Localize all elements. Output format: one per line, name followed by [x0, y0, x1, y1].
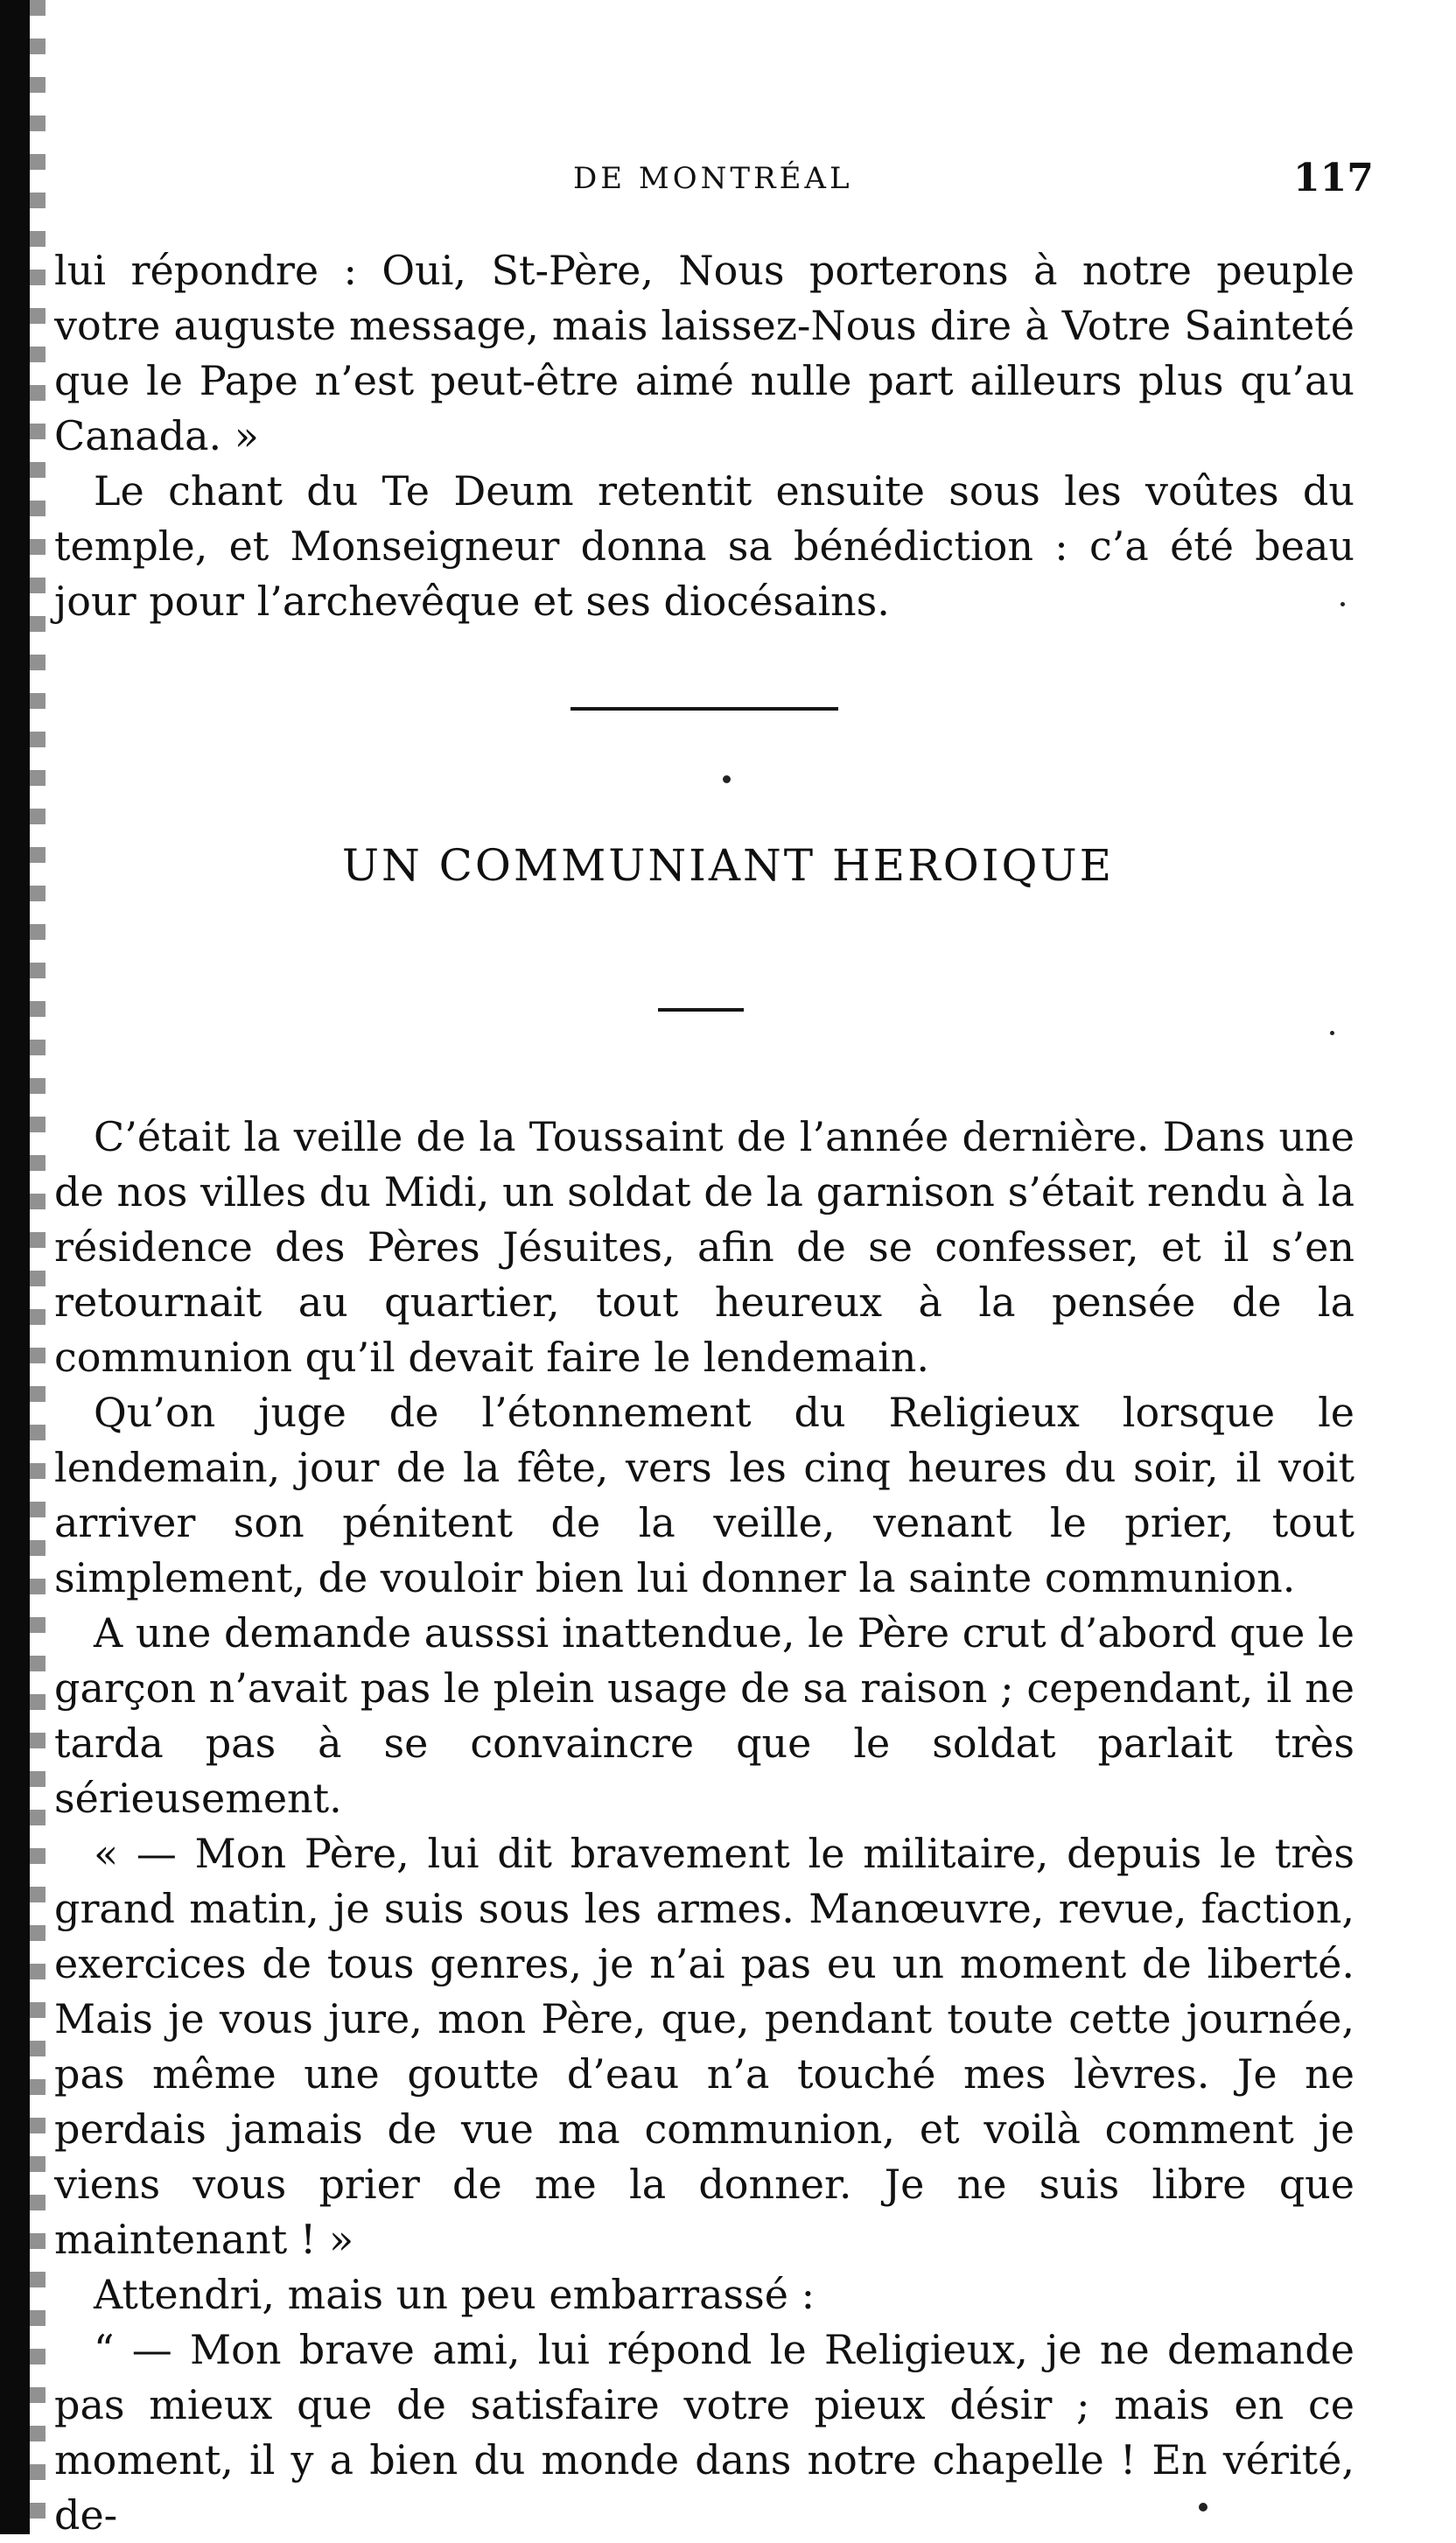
page-number: 117: [1293, 156, 1374, 200]
binding-edge-bleed: [30, 0, 46, 2534]
ink-speck: [1330, 1031, 1334, 1035]
running-title: DE MONTRÉAL: [573, 161, 853, 196]
paragraph: A une demande ausssi inattendue, le Père crut d’abord que le garçon n’avait pas le plein usage de sa raison ; cependant, il ne tarda pas à se convaincre que le soldat parlait très sérieusement.: [54, 1609, 1354, 1822]
paragraph: « — Mon Père, lui dit bravement le militaire, depuis le très grand matin, je suis sous les armes. Manœuvre, revue, faction, exercices de tous genres, je n’ai pas eu un moment de liberté. Mais je vous jure, mon Père, que, pendant toute cette journée, pas même une goutte d’eau n’a touché mes lèvres. Je ne perdais jamais de vue ma communion, et voilà comment je viens vous prier de me la donner. Je ne suis libre que maintenant ! »: [54, 1830, 1354, 2263]
chapter-title: UN COMMUNIANT HEROIQUE: [341, 840, 1115, 891]
paragraph: Le chant du Te Deum retentit ensuite sous les voûtes du temple, et Monseigneur donna sa bénédiction : c’a été beau jour pour l’archevêque et ses diocésains.: [54, 467, 1354, 625]
section-divider-rule: [570, 707, 838, 711]
paragraph: Attendri, mais un peu embarrassé :: [94, 2271, 816, 2318]
continuation-text: [54, 243, 1354, 629]
title-underline-rule: [658, 1008, 744, 1012]
paragraph: “ — Mon brave ami, lui répond le Religieux, je ne demande pas mieux que de satisfaire votre pieux désir ; mais en ce moment, il y a bien du monde dans notre chapelle ! En vérité, de-: [54, 2326, 1354, 2539]
paragraph: C’était la veille de la Toussaint de l’année dernière. Dans une de nos villes du Midi, un soldat de la garnison s’était rendu à la résidence des Pères Jésuites, afin de se confesser, et il s’en retournait au quartier, tout heureux à la pensée de la communion qu’il devait faire le lendemain.: [54, 1113, 1354, 1381]
chapter-body: [54, 1110, 1354, 2543]
running-head: [0, 156, 1456, 208]
ink-speck: [1340, 602, 1345, 606]
paragraph: lui répondre : Oui, St-Père, Nous porterons à notre peuple votre auguste message, mais laissez-Nous dire à Votre Sainteté que le Pape n’est peut-être aimé nulle part ailleurs plus qu’au Canada. »: [54, 247, 1354, 459]
ink-speck: [723, 775, 731, 783]
paragraph: Qu’on juge de l’étonnement du Religieux lorsque le lendemain, jour de la fête, vers les cinq heures du soir, il voit arriver son pénitent de la veille, venant le prier, tout simplement, de vouloir bien lui donner la sainte communion.: [54, 1389, 1354, 1601]
ink-speck: [1199, 2503, 1208, 2511]
binding-edge-shadow: [0, 0, 30, 2534]
